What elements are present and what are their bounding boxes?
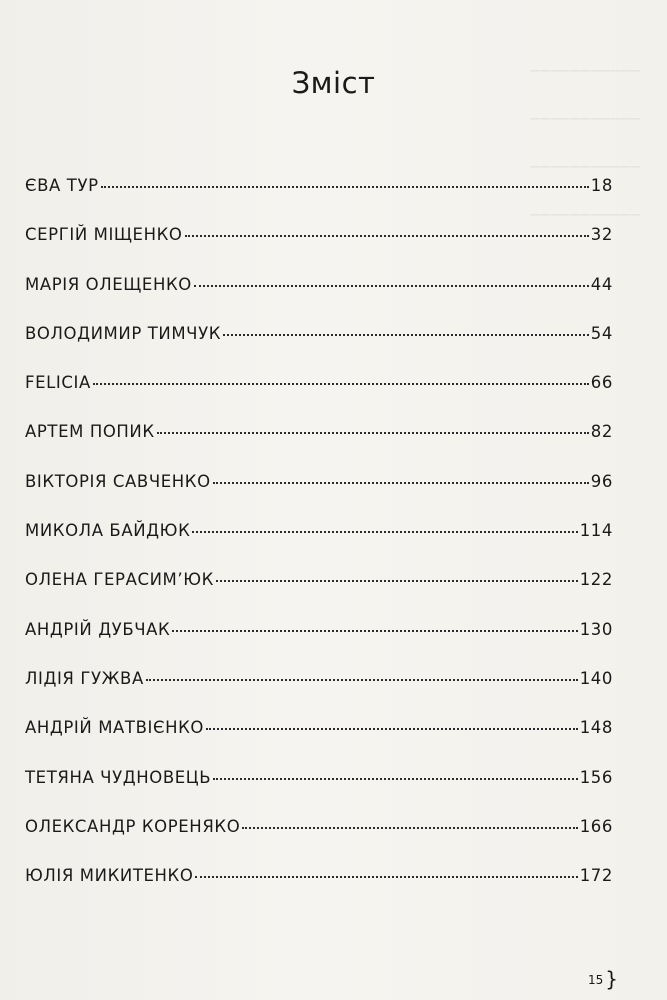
toc-entry-name: ЮЛІЯ МИКИТЕНКО	[25, 866, 194, 886]
dot-leader	[223, 334, 589, 336]
toc-entry-page: 148	[579, 718, 613, 738]
toc-entry-name: СЕРГІЙ МІЩЕНКО	[25, 225, 183, 245]
toc-entry[interactable]	[25, 866, 613, 915]
toc-entry[interactable]	[25, 472, 613, 521]
toc-entry-name: ВІКТОРІЯ САВЧЕНКО	[25, 471, 211, 491]
dot-leader	[192, 531, 577, 533]
show-through-line: ───────────	[529, 110, 640, 128]
page-title: Зміст	[291, 66, 376, 100]
dot-leader	[213, 778, 578, 780]
toc-entry-page: 66	[590, 373, 613, 393]
toc-entry-name: ВОЛОДИМИР ТИМЧУК	[25, 323, 222, 343]
toc-entry-name: ЛІДІЯ ГУЖВА	[25, 668, 144, 688]
dot-leader	[157, 432, 589, 434]
dot-leader	[93, 383, 589, 385]
dot-leader	[172, 630, 577, 632]
toc-entry[interactable]	[25, 620, 613, 669]
toc-entry-page: 122	[579, 570, 613, 590]
toc-entry[interactable]	[25, 768, 613, 817]
toc-entry-page: 172	[579, 866, 613, 886]
dot-leader	[101, 186, 589, 188]
table-of-contents	[25, 176, 613, 915]
toc-entry[interactable]	[25, 225, 613, 274]
toc-entry[interactable]	[25, 718, 613, 767]
toc-entry[interactable]	[25, 570, 613, 619]
toc-entry-name: ЄВА ТУР	[25, 176, 99, 195]
show-through-line: ───────────	[529, 158, 640, 176]
toc-entry[interactable]	[25, 521, 613, 570]
dot-leader	[206, 728, 578, 730]
toc-entry-page: 44	[590, 274, 613, 294]
dot-leader	[195, 876, 577, 878]
toc-entry-name: АНДРІЙ МАТВІЄНКО	[25, 718, 205, 738]
toc-entry-page: 166	[579, 816, 613, 836]
toc-entry-page: 18	[590, 176, 613, 195]
toc-entry-page: 114	[579, 521, 613, 541]
toc-entry-name: МИКОЛА БАЙДЮК	[25, 521, 191, 541]
dot-leader	[213, 482, 589, 484]
toc-entry[interactable]	[25, 669, 613, 718]
toc-entry-page: 32	[590, 225, 613, 245]
toc-entry-page: 130	[579, 619, 613, 639]
dot-leader	[185, 235, 589, 237]
toc-entry-name: АНДРІЙ ДУБЧАК	[25, 619, 171, 639]
toc-entry[interactable]	[25, 324, 613, 373]
toc-entry-name: ОЛЕКСАНДР КОРЕНЯКО	[25, 816, 241, 836]
toc-entry[interactable]	[25, 373, 613, 422]
page-number: 15	[588, 973, 604, 987]
folio-brace: }	[605, 967, 619, 991]
toc-entry-name: ТЕТЯНА ЧУДНОВЕЦЬ	[25, 767, 212, 787]
dot-leader	[216, 580, 578, 582]
toc-entry[interactable]	[25, 275, 613, 324]
toc-entry[interactable]	[25, 422, 613, 471]
toc-entry-name: МАРІЯ ОЛЕЩЕНКО	[25, 274, 192, 294]
toc-entry-page: 54	[590, 323, 613, 343]
toc-entry[interactable]	[25, 817, 613, 866]
toc-entry-page: 156	[579, 767, 613, 787]
page-folio	[588, 968, 618, 992]
dot-leader	[194, 285, 589, 287]
toc-entry-page: 82	[590, 422, 613, 442]
show-through-line: ───────────	[529, 62, 640, 80]
toc-entry-name: FELICIA	[25, 373, 91, 393]
dot-leader	[146, 679, 578, 681]
show-through-line: ───────────	[529, 206, 640, 224]
dot-leader	[242, 827, 577, 829]
toc-entry-name: ОЛЕНА ГЕРАСИМ’ЮК	[25, 570, 214, 590]
toc-entry[interactable]	[25, 176, 613, 225]
toc-entry-page: 96	[590, 471, 613, 491]
toc-entry-page: 140	[579, 668, 613, 688]
toc-entry-name: АРТЕМ ПОПИК	[25, 422, 155, 442]
